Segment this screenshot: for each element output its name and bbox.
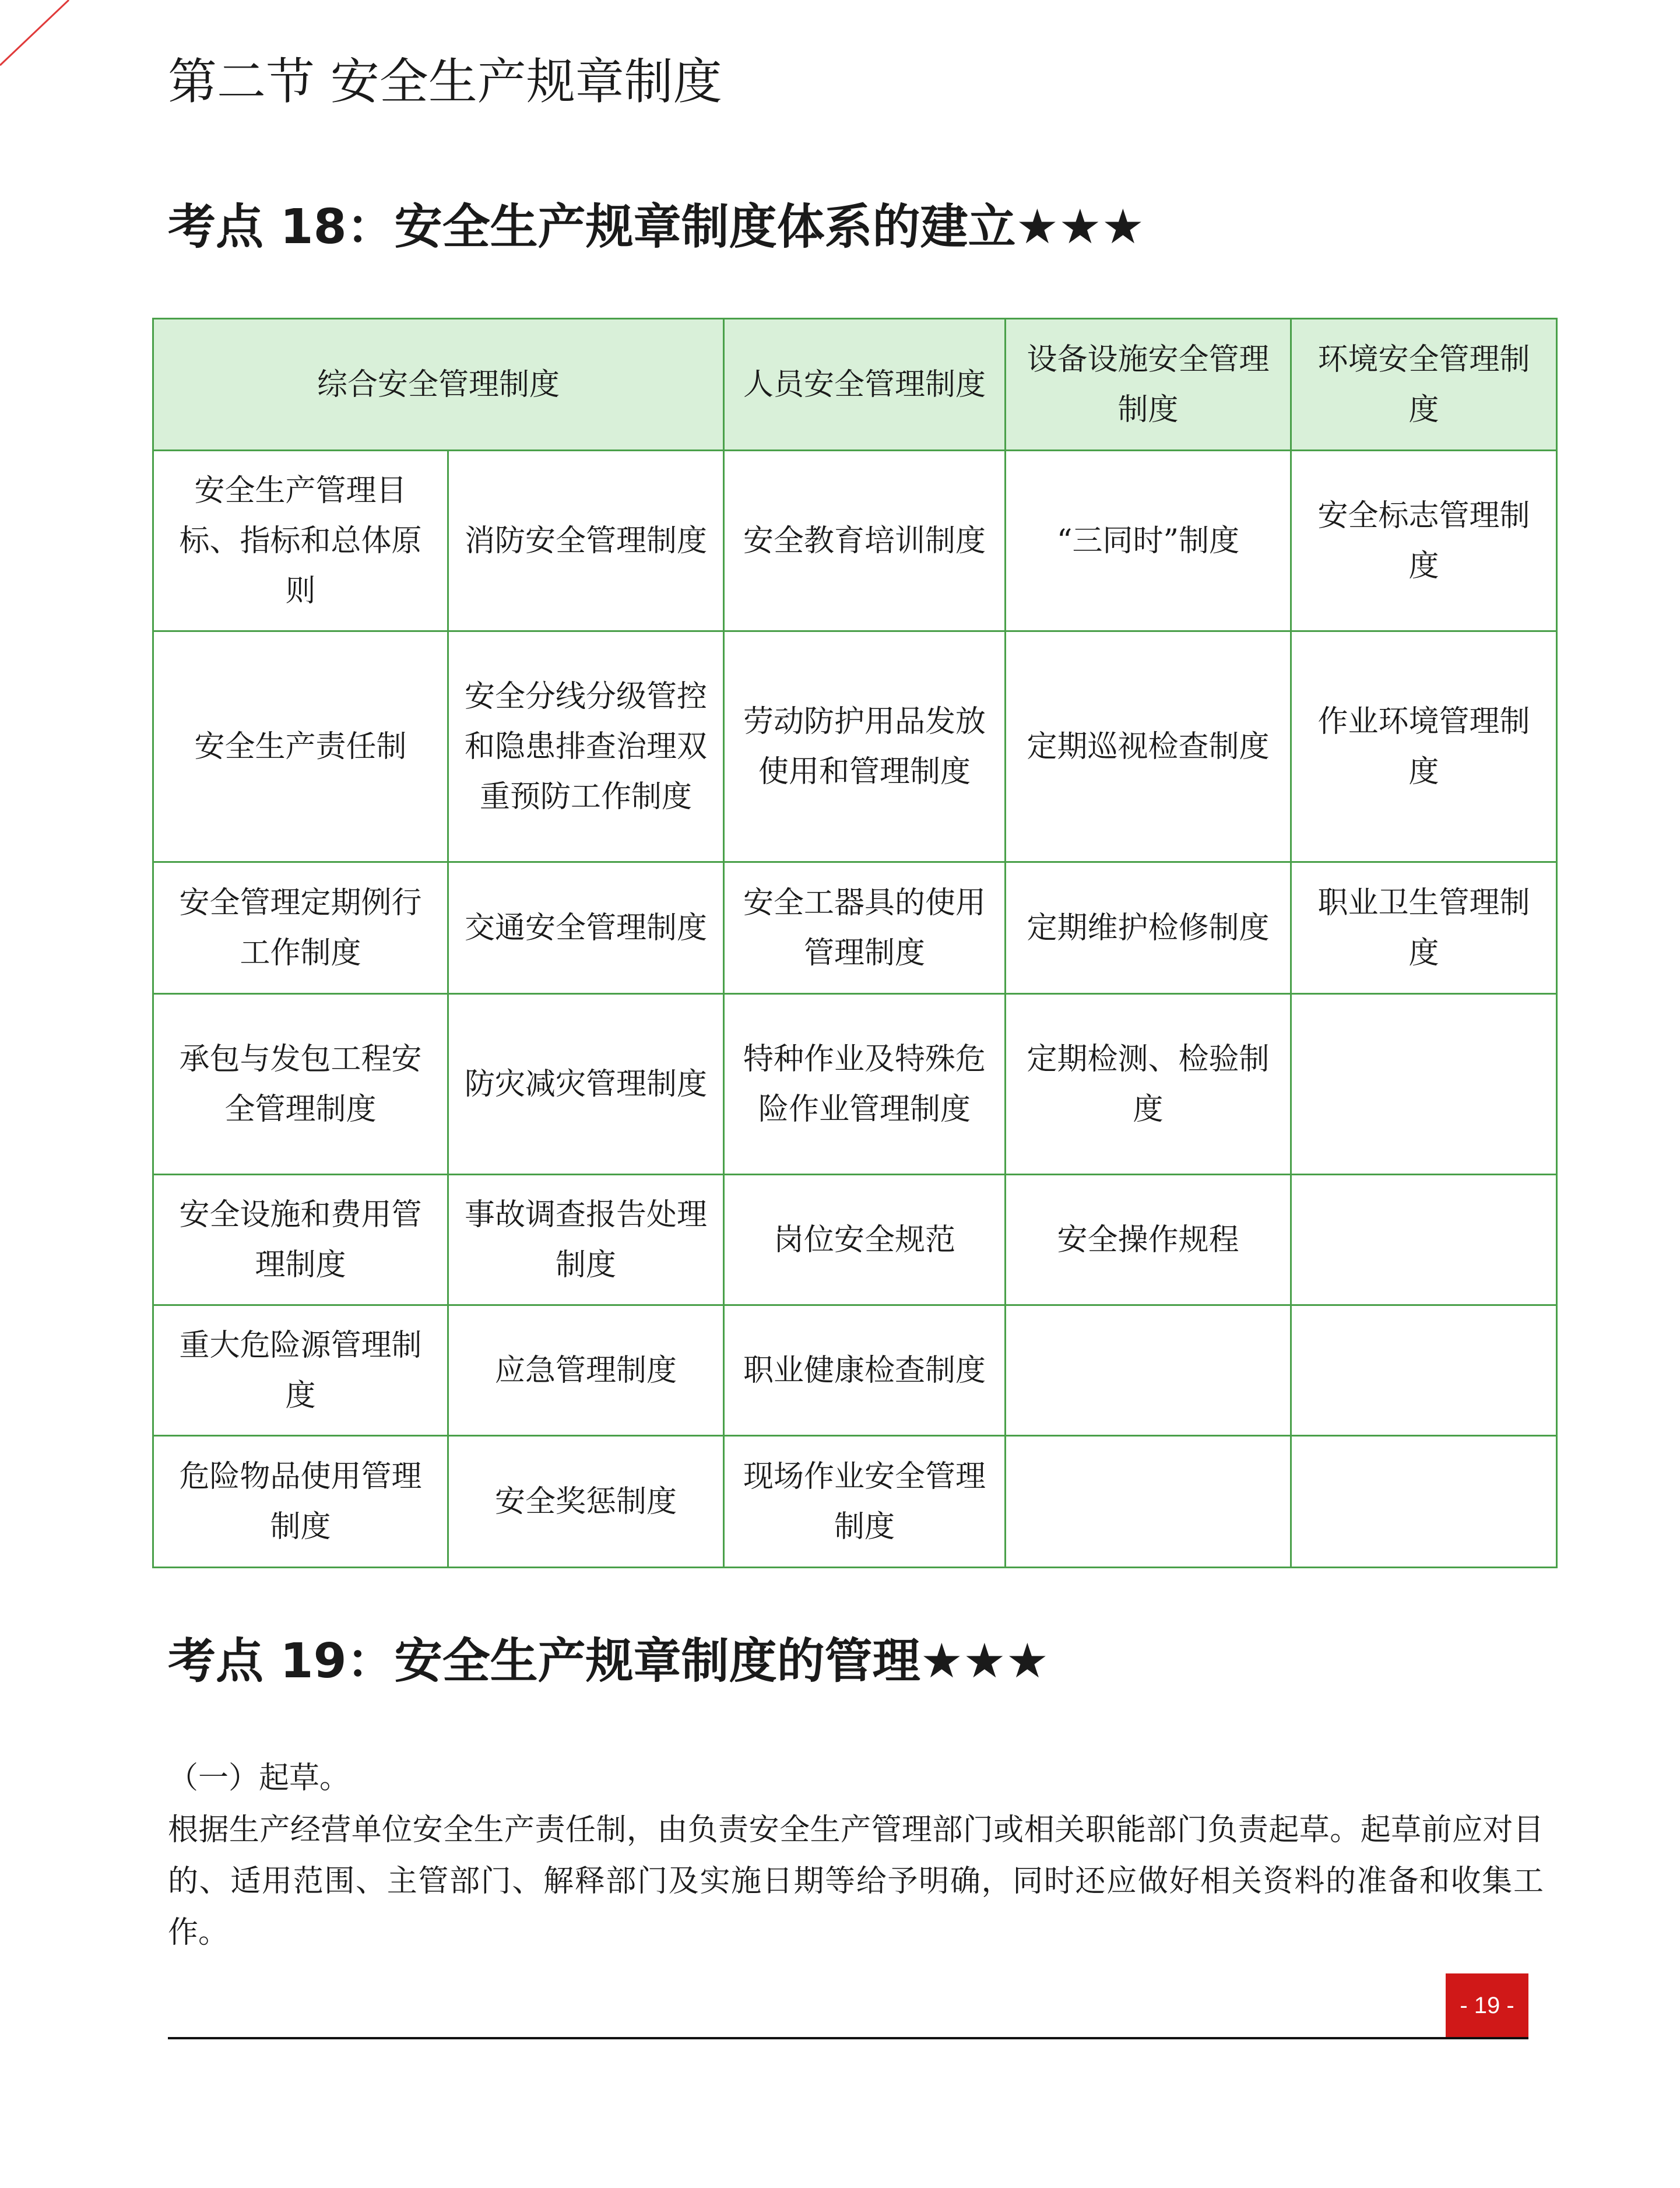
table-cell: 现场作业安全管理制度	[724, 1436, 1006, 1568]
table-row	[153, 994, 1557, 1175]
table-cell: 岗位安全规范	[724, 1175, 1006, 1305]
header-cell-equipment: 设备设施安全管理制度	[1006, 319, 1291, 451]
table-row	[153, 451, 1557, 631]
table-cell: 重大危险源管理制度	[153, 1305, 448, 1436]
table-cell: 交通安全管理制度	[448, 862, 724, 994]
table-cell: 定期维护检修制度	[1006, 862, 1291, 994]
table-cell: 职业健康检查制度	[724, 1305, 1006, 1436]
table-cell	[1291, 994, 1557, 1175]
table-row	[153, 1175, 1557, 1305]
table-cell	[1291, 1436, 1557, 1568]
table-cell: 安全生产管理目标、指标和总体原则	[153, 451, 448, 631]
table-cell: 定期巡视检查制度	[1006, 631, 1291, 862]
table-cell: 承包与发包工程安全管理制度	[153, 994, 448, 1175]
table-cell: 作业环境管理制度	[1291, 631, 1557, 862]
table-cell: 防灾减灾管理制度	[448, 994, 724, 1175]
drafting-subheading: （一）起草。	[168, 1761, 350, 1796]
header-cell-personnel: 人员安全管理制度	[724, 319, 1006, 451]
table-cell	[1291, 1175, 1557, 1305]
regulation-system-table	[152, 318, 1558, 1568]
table-cell	[1291, 1305, 1557, 1436]
table-header-row	[153, 319, 1557, 451]
table-cell: 定期检测、检验制度	[1006, 994, 1291, 1175]
footer-divider	[168, 2037, 1528, 2039]
table-cell: 应急管理制度	[448, 1305, 724, 1436]
table-row	[153, 1305, 1557, 1436]
table-row	[153, 1436, 1557, 1568]
table-cell	[1006, 1436, 1291, 1568]
table-cell: 安全教育培训制度	[724, 451, 1006, 631]
table-cell: 职业卫生管理制度	[1291, 862, 1557, 994]
table-row	[153, 631, 1557, 862]
table-cell: 特种作业及特殊危险作业管理制度	[724, 994, 1006, 1175]
table-row	[153, 862, 1557, 994]
table-cell: 安全管理定期例行工作制度	[153, 862, 448, 994]
table-cell: 事故调查报告处理制度	[448, 1175, 724, 1305]
table-cell: 劳动防护用品发放使用和管理制度	[724, 631, 1006, 862]
table-cell: 安全操作规程	[1006, 1175, 1291, 1305]
table-cell: “三同时”制度	[1006, 451, 1291, 631]
point-18-title: 考点 18：安全生产规章制度体系的建立★★★	[168, 199, 1145, 255]
header-cell-environment: 环境安全管理制度	[1291, 319, 1557, 451]
table-cell: 安全设施和费用管理制度	[153, 1175, 448, 1305]
table-cell: 安全奖惩制度	[448, 1436, 724, 1568]
drafting-paragraph: 根据生产经营单位安全生产责任制，由负责安全生产管理部门或相关职能部门负责起草。起草前应对目的、适用范围、主管部门、解释部门及实施日期等给予明确，同时还应做好相关资料的准备和收集工作。	[168, 1813, 1544, 1950]
corner-decoration-line	[0, 0, 82, 76]
table-cell: 消防安全管理制度	[448, 451, 724, 631]
table-cell: 安全工器具的使用管理制度	[724, 862, 1006, 994]
table-cell: 安全生产责任制	[153, 631, 448, 862]
table-cell: 危险物品使用管理制度	[153, 1436, 448, 1568]
page-number-badge: - 19 -	[1446, 1973, 1528, 2038]
table-cell: 安全分线分级管控和隐患排查治理双重预防工作制度	[448, 631, 724, 862]
table-cell: 安全标志管理制度	[1291, 451, 1557, 631]
table-cell	[1006, 1305, 1291, 1436]
point-19-title: 考点 19：安全生产规章制度的管理★★★	[168, 1634, 1049, 1689]
section-title: 第二节 安全生产规章制度	[168, 53, 722, 110]
header-cell-comprehensive: 综合安全管理制度	[153, 319, 724, 451]
